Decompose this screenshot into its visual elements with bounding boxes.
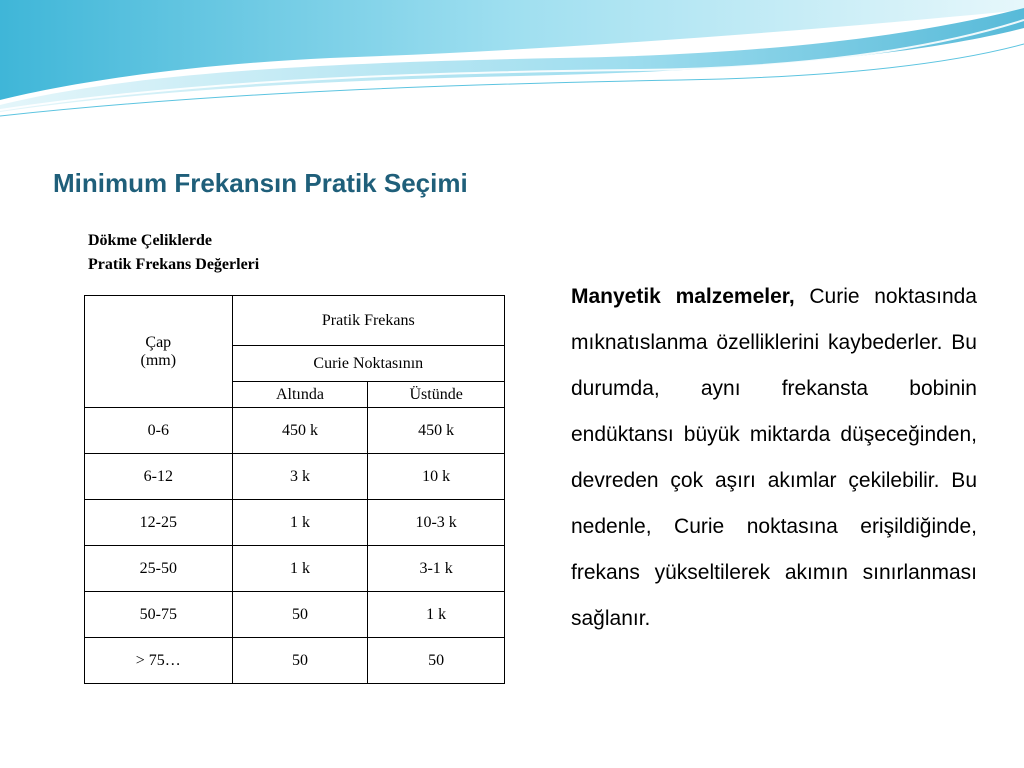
header-cap-unit: (mm) (140, 351, 177, 369)
row-above: 3-1 k (368, 546, 505, 592)
row-below: 1 k (232, 500, 368, 546)
row-cap: > 75… (85, 638, 233, 684)
header-above: Üstünde (368, 382, 505, 408)
header-cap: Çap (145, 333, 172, 351)
header-freq: Pratik Frekans (232, 296, 504, 346)
row-cap: 25-50 (85, 546, 233, 592)
explanation-paragraph (571, 274, 977, 642)
row-above: 10-3 k (368, 500, 505, 546)
row-cap: 0-6 (85, 408, 233, 454)
row-above: 450 k (368, 408, 505, 454)
caption-line-2: Pratik Frekans Değerleri (88, 256, 260, 273)
row-above: 10 k (368, 454, 505, 500)
caption-line-1: Dökme Çeliklerde (88, 232, 212, 249)
paragraph-text: Curie noktasında mıknatıslanma özelliklerini kaybederler. Bu durumda, aynı frekansta bobinin endüktansı büyük miktarda düşeceğinden, devreden çok aşırı akımlar çekilebilir. Bu nedenle, Curie noktasına erişildiğinde, frekans yükseltilerek akımın sınırlanması sağlanır. (571, 285, 977, 630)
row-cap: 6-12 (85, 454, 233, 500)
row-below: 3 k (232, 454, 368, 500)
row-cap: 50-75 (85, 592, 233, 638)
header-below: Altında (232, 382, 368, 408)
paragraph-bold-lead: Manyetik malzemeler, (571, 285, 795, 308)
row-below: 50 (232, 638, 368, 684)
header-curie: Curie Noktasının (232, 346, 504, 382)
frequency-table (84, 295, 505, 684)
row-cap: 12-25 (85, 500, 233, 546)
slide-title: Minimum Frekansın Pratik Seçimi (53, 168, 468, 198)
row-above: 50 (368, 638, 505, 684)
row-below: 1 k (232, 546, 368, 592)
row-below: 450 k (232, 408, 368, 454)
header-cap-cell (85, 296, 233, 408)
row-above: 1 k (368, 592, 505, 638)
header-wave-decoration (0, 0, 1024, 120)
table-caption (88, 229, 259, 277)
row-below: 50 (232, 592, 368, 638)
